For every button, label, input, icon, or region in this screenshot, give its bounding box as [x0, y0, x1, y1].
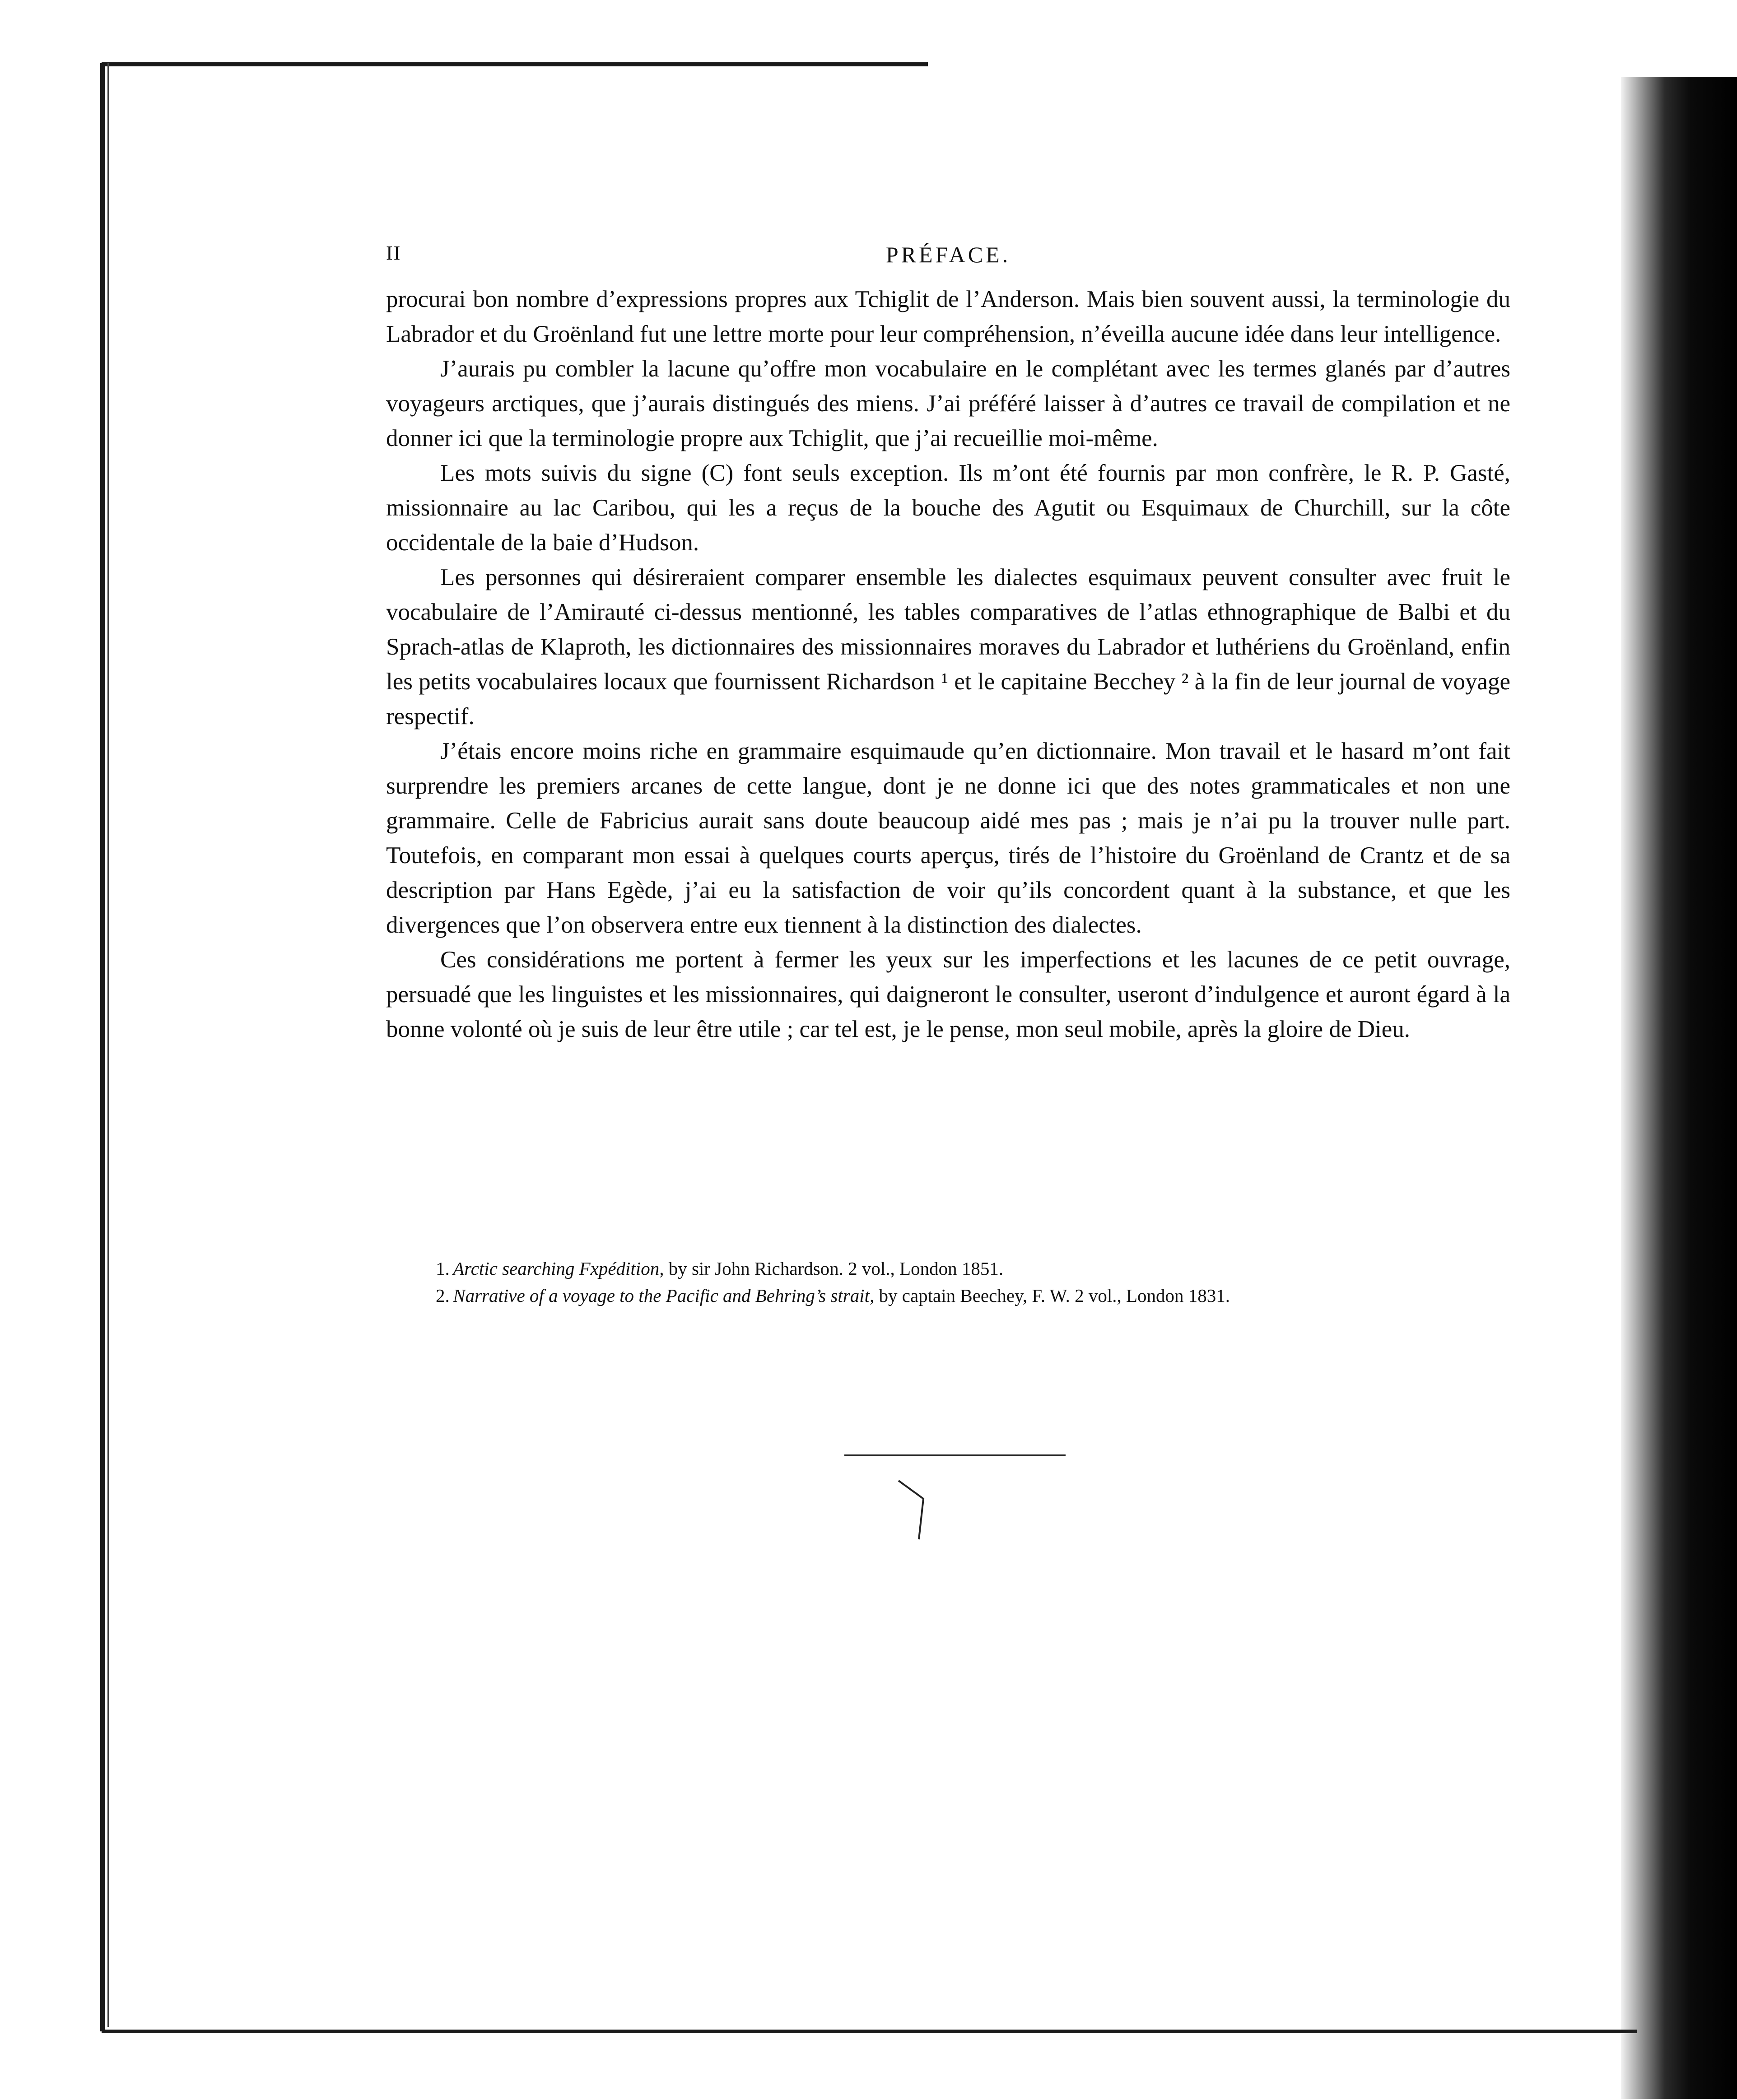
paragraph: J’aurais pu combler la lacune qu’offre mon vocabulaire en le complétant avec les termes glanés par d’autres voyageurs arctiques, que j’aurais distingués des miens. J’ai préféré laisser à d’autres ce travail de compilation et ne donner ici que la terminologie propre aux Tchiglit, que j’ai recueillie moi-même. [386, 356, 1510, 451]
body-text [386, 282, 1510, 1047]
footnote-number: 2. [436, 1285, 450, 1306]
scan-border-bottom [102, 2030, 1637, 2033]
page-header [386, 242, 1510, 273]
paragraph: procurai bon nombre d’expressions propres aux Tchiglit de l’Anderson. Mais bien souvent aussi, la terminologie du Labrador et du Groënland fut une lettre morte pour leur compréhension, n’éveilla aucune idée dans leur intelligence. [386, 286, 1510, 347]
page-number: II [386, 242, 401, 264]
running-title: PRÉFACE. [885, 242, 1011, 267]
footnote-text: by sir John Richardson. 2 vol., London 1851. [664, 1258, 1004, 1279]
paragraph: Ces considérations me portent à fermer les yeux sur les imperfections et les lacunes de ce petit ouvrage, persuadé que les linguistes et les missionnaires, qui daigneront le consulter, useront d’indulgence et auront égard à la bonne volonté où je suis de leur être utile ; car tel est, je le pense, mon seul mobile, après la gloire de Dieu. [386, 947, 1510, 1042]
end-ornament [896, 1476, 937, 1544]
paragraph: J’étais encore moins riche en grammaire esquimaude qu’en dictionnaire. Mon travail et le hasard m’ont fait surprendre les premiers arcanes de cette langue, dont je ne donne ici que des notes grammaticales et non une grammaire. Celle de Fabricius aurait sans doute beaucoup aidé mes pas ; mais je n’ai pu la trouver nulle part. Toutefois, en comparant mon essai à quelques courts aperçus, tirés de l’histoire du Groënland de Crantz et de sa description par Hans Egède, j’ai eu la satisfaction de voir qu’ils concordent quant à la substance, et que les divergences que l’on observera entre eux tiennent à la distinction des dialectes. [386, 738, 1510, 938]
footnote [386, 1255, 1510, 1282]
footnote [386, 1282, 1510, 1309]
end-rule [844, 1454, 1066, 1456]
footnote-title: Arctic searching Fxpédition, [453, 1258, 664, 1279]
footnote-title: Narrative of a voyage to the Pacific and Behring’s strait, [453, 1285, 875, 1306]
footnotes [386, 1255, 1510, 1309]
scan-shadow-right [1621, 77, 1737, 2099]
paragraph: Les personnes qui désireraient comparer ensemble les dialectes esquimaux peuvent consulter avec fruit le vocabulaire de l’Amirauté ci-dessus mentionné, les tables comparatives de l’atlas ethnographique de Balbi et du Sprach-atlas de Klaproth, les dictionnaires des missionnaires moraves du Labrador et luthériens du Groënland, enfin les petits vocabulaires locaux que fournissent Richardson ¹ et le capitaine Becchey ² à la fin de leur journal de voyage respectif. [386, 564, 1510, 729]
footnote-number: 1. [436, 1258, 450, 1279]
footnote-text: by captain Beechey, F. W. 2 vol., London 1831. [874, 1285, 1230, 1306]
scan-border-left [100, 63, 105, 2031]
scan-border-left-inner [107, 63, 109, 2027]
scan-border-top [102, 62, 928, 66]
paragraph: Les mots suivis du signe (C) font seuls exception. Ils m’ont été fournis par mon confrère, le R. P. Gasté, missionnaire au lac Caribou, qui les a reçus de la bouche des Agutit ou Esquimaux de Churchill, sur la côte occidentale de la baie d’Hudson. [386, 460, 1510, 556]
